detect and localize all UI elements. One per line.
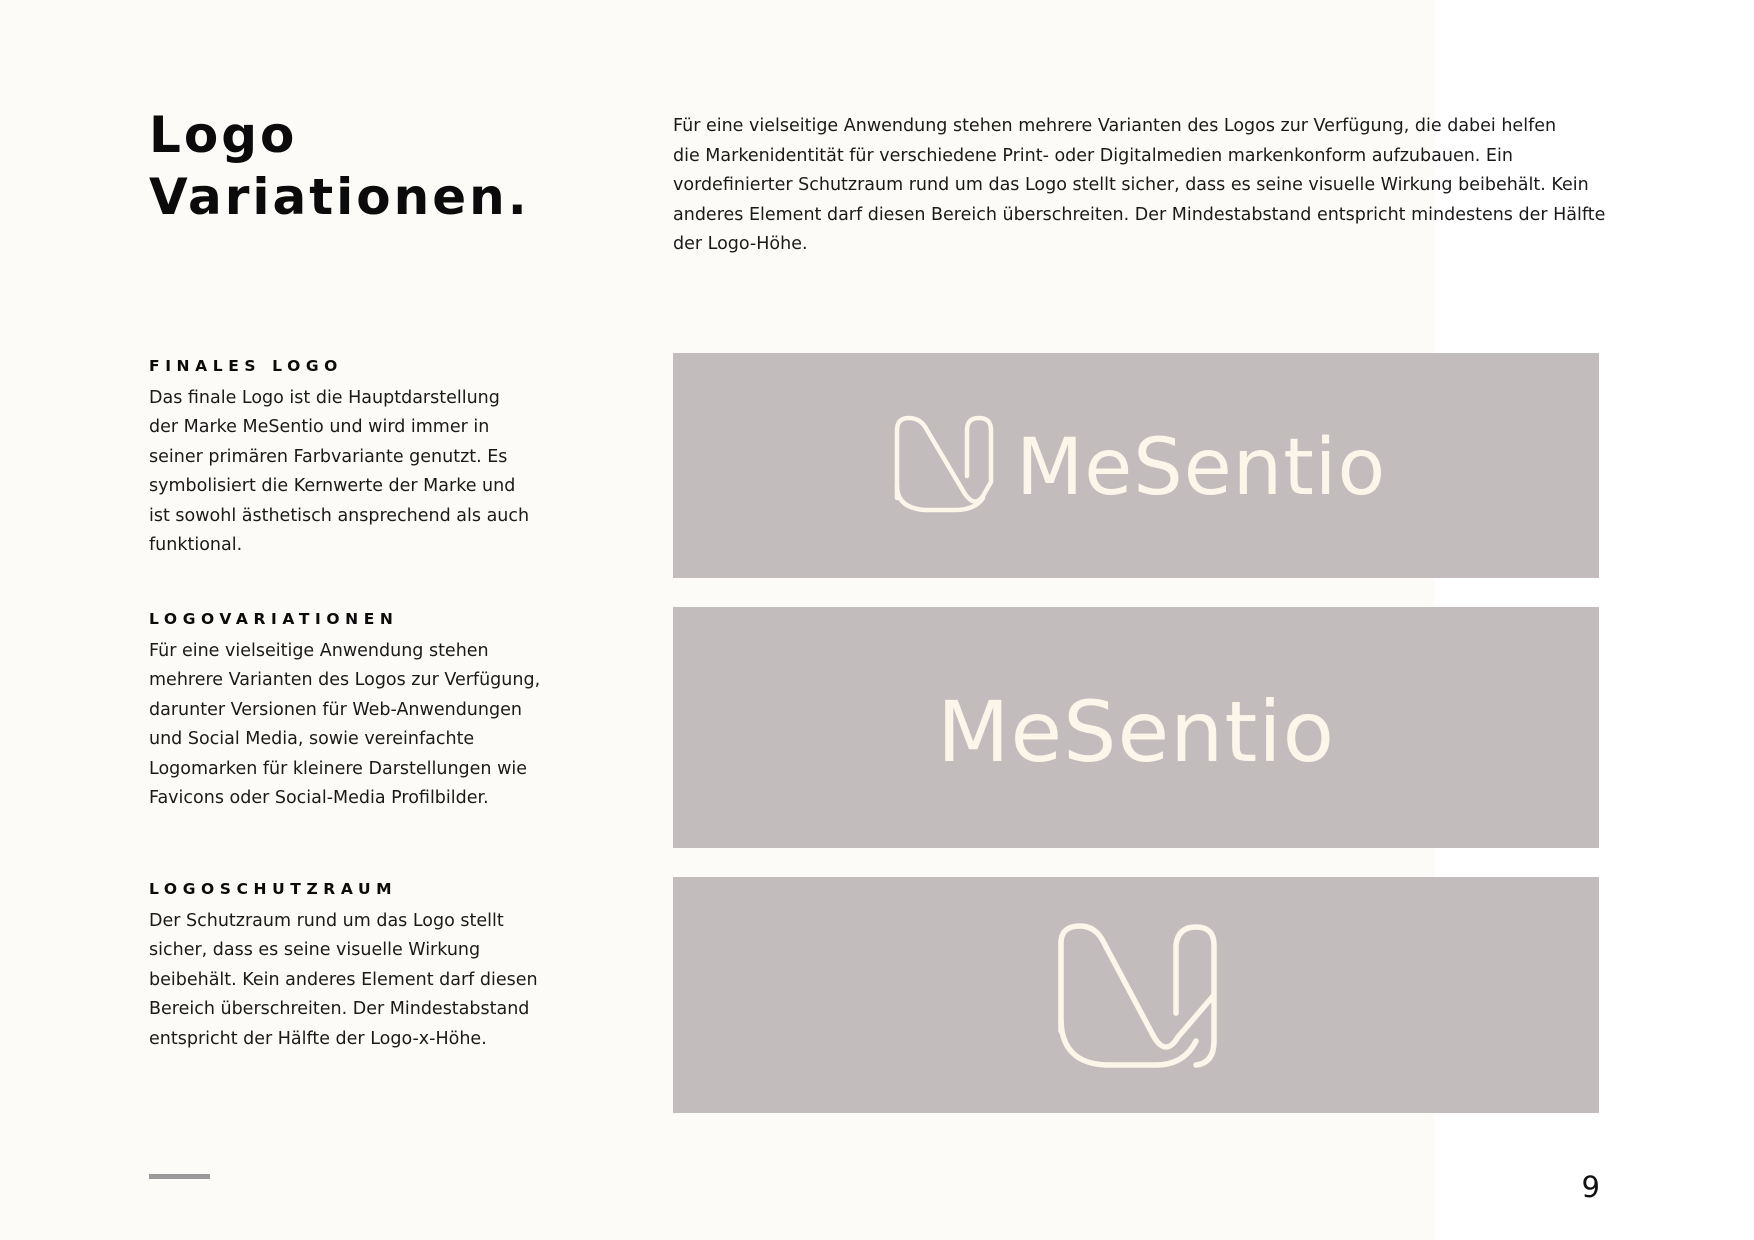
section-line: entspricht der Hälfte der Logo-x-Höhe.	[149, 1028, 487, 1049]
mark-logo	[673, 877, 1599, 1113]
section-heading: FINALES LOGO	[149, 357, 343, 375]
intro-line: die Markenidentität für verschiedene Print- oder Digitalmedien markenkonform aufzubauen. Ein	[673, 145, 1513, 166]
intro-paragraph	[673, 112, 1608, 260]
title-line: Logo	[149, 106, 298, 164]
footer-divider	[149, 1174, 210, 1179]
section-body	[149, 637, 549, 813]
intro-line: Für eine vielseitige Anwendung stehen mehrere Varianten des Logos zur Verfügung, die dabei helfen	[673, 116, 1557, 136]
section-logoschutzraum	[149, 879, 549, 1054]
section-heading: LOGOVARIATIONEN	[149, 610, 399, 628]
section-line: beibehält. Kein anderes Element darf diesen	[149, 969, 538, 990]
section-line: der Marke MeSentio und wird immer in	[149, 417, 490, 438]
section-finales-logo	[149, 356, 549, 560]
section-line: Der Schutzraum rund um das Logo stellt	[149, 911, 504, 931]
section-heading: LOGOSCHUTZRAUM	[149, 880, 398, 898]
section-line: Bereich überschreiten. Der Mindestabstand	[149, 999, 530, 1020]
page-title	[149, 104, 530, 228]
section-line: ist sowohl ästhetisch ansprechend als auch	[149, 505, 530, 526]
logo-panel-mark	[673, 877, 1599, 1113]
section-body	[149, 907, 549, 1054]
intro-line: anderes Element darf diesen Bereich überschreiten. Der Mindestabstand entspricht mindestens der Hälfte	[673, 204, 1606, 225]
section-line: funktional.	[149, 535, 243, 556]
final-logo	[673, 353, 1599, 578]
section-line: symbolisiert die Kernwerte der Marke und	[149, 476, 516, 497]
section-body	[149, 384, 549, 560]
section-line: seiner primären Farbvariante genutzt. Es	[149, 446, 508, 467]
section-line: darunter Versionen für Web-Anwendungen	[149, 699, 522, 720]
section-logovariationen	[149, 609, 549, 813]
logo-wordmark: MeSentio	[1016, 423, 1387, 513]
section-line: und Social Media, sowie vereinfachte	[149, 729, 475, 750]
logo-panel-wordmark	[673, 607, 1599, 848]
section-line: mehrere Varianten des Logos zur Verfügung,	[149, 670, 541, 691]
section-line: Das finale Logo ist die Hauptdarstellung	[149, 388, 500, 408]
section-line: Logomarken für kleinere Darstellungen wie	[149, 758, 528, 779]
intro-line: vordefinierter Schutzraum rund um das Logo stellt sicher, dass es seine visuelle Wirkung beibehält. Kein	[673, 175, 1589, 195]
logo-mark-icon	[897, 418, 991, 510]
logo-wordmark: MeSentio	[936, 683, 1336, 781]
page-number: 9	[1581, 1170, 1600, 1204]
logo-mark-icon	[1061, 926, 1214, 1065]
section-line: sicher, dass es seine visuelle Wirkung	[149, 940, 481, 961]
title-line: Variationen.	[149, 168, 530, 226]
intro-line: der Logo-Höhe.	[673, 234, 808, 254]
section-line: Favicons oder Social-Media Profilbilder.	[149, 788, 489, 809]
logo-panel-final	[673, 353, 1599, 578]
wordmark-logo	[673, 607, 1599, 848]
section-line: Für eine vielseitige Anwendung stehen	[149, 641, 489, 661]
